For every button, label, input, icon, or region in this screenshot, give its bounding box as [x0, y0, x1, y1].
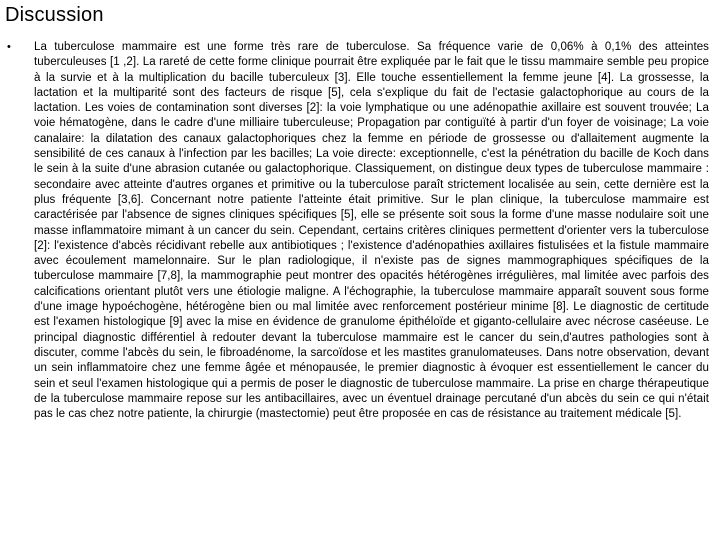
- section-title: Discussion: [5, 4, 104, 26]
- discussion-paragraph: La tuberculose mammaire est une forme très rare de tuberculose. Sa fréquence varie de 0,06% à 0,1% des atteintes tuberculeuses [1 ,2]. La rareté de cette forme clinique pourrait être expliquée par le fait que le tissu mammaire semble peu propice à la survie et à la multiplication du bacille tuberculeux [3]. Elle touche essentiellement la femme jeune [4]. La grossesse, la lactation et la multiparité sont des facteurs de risque [5], cela s'explique du fait de l'ectasie galactophorique au cours de la lactation. Les voies de contamination sont diverses [2]: la voie lymphatique ou une adénopathie axillaire est souvent trouvée; La voie hématogène, dans le cadre d'une milliaire tuberculeuse; Propagation par contiguïté à partir d'un foyer de voisinage; La voie canalaire: la dilatation des canaux galactophoriques chez la femme en période de grossesse ou d'allaitement augmente la sensibilité de ces canaux à l'infection par les bacilles; La voie directe: exceptionnelle, c'est la pénétration du bacille de Koch dans le sein à la suite d'une abrasion cutanée ou galactophorique. Classiquement, on distingue deux types de tuberculose mammaire : secondaire avec atteinte d'autres organes et primitive ou la tuberculose paraît strictement localisée au sein, cette dernière est la plus fréquente [3,6]. Concernant notre patiente l'atteinte était primitive. Sur le plan clinique, la tuberculose mammaire est caractérisée par l'absence de signes cliniques spécifiques [5], elle se présente soit sous la forme d'une masse nodulaire soit une masse inflammatoire mimant à un cancer du sein. Cependant, certains critères cliniques permettent d'orienter vers la tuberculose [2]: l'existence d'abcès récidivant rebelle aux antibiotiques ; l'existence d'adénopathies axillaires fistulisées et la fistule mammaire avec écoulement mamelonnaire. Sur le plan radiologique, il n'existe pas de signes mammographiques spécifiques de la tuberculose mammaire [7,8], la mammographie peut montrer des opacités hétérogènes irrégulières, mal limitée avec parfois des calcifications orientant plutôt vers une étiologie maligne. A l'échographie, la tuberculose mammaire apparaît souvent sous forme d'une image hypoéchogène, hétérogène bien ou mal limitée avec renforcement postérieur minime [8]. Le diagnostic de certitude est l'examen histologique [9] avec la mise en évidence de granulome épithéloïde et giganto-cellulaire avec nécrose caséeuse. Le principal diagnostic différentiel à redouter devant la tuberculose mammaire est le cancer du sein,d'autres pathologies sont à discuter, comme l'abcès du sein, le fibroadénome, la sarcoïdose et les mastites granulomateuses. Dans notre observation, devant un sein inflammatoire chez une femme âgée et ménopausée, le premier diagnostic à évoquer est essentiellement le cancer du sein et seul l'examen histologique qui a permis de poser le diagnostic de tuberculose mammaire. La prise en charge thérapeutique de la tuberculose mammaire repose sur les antibacillaires, avec un éventuel drainage percutané d'un abcès du sein ce qui n'était pas le cas chez notre patiente, la chirurgie (mastectomie) peut être proposée en cas de résistance au traitement médicale [5].: [34, 41, 709, 421]
- bullet-marker: •: [7, 41, 11, 53]
